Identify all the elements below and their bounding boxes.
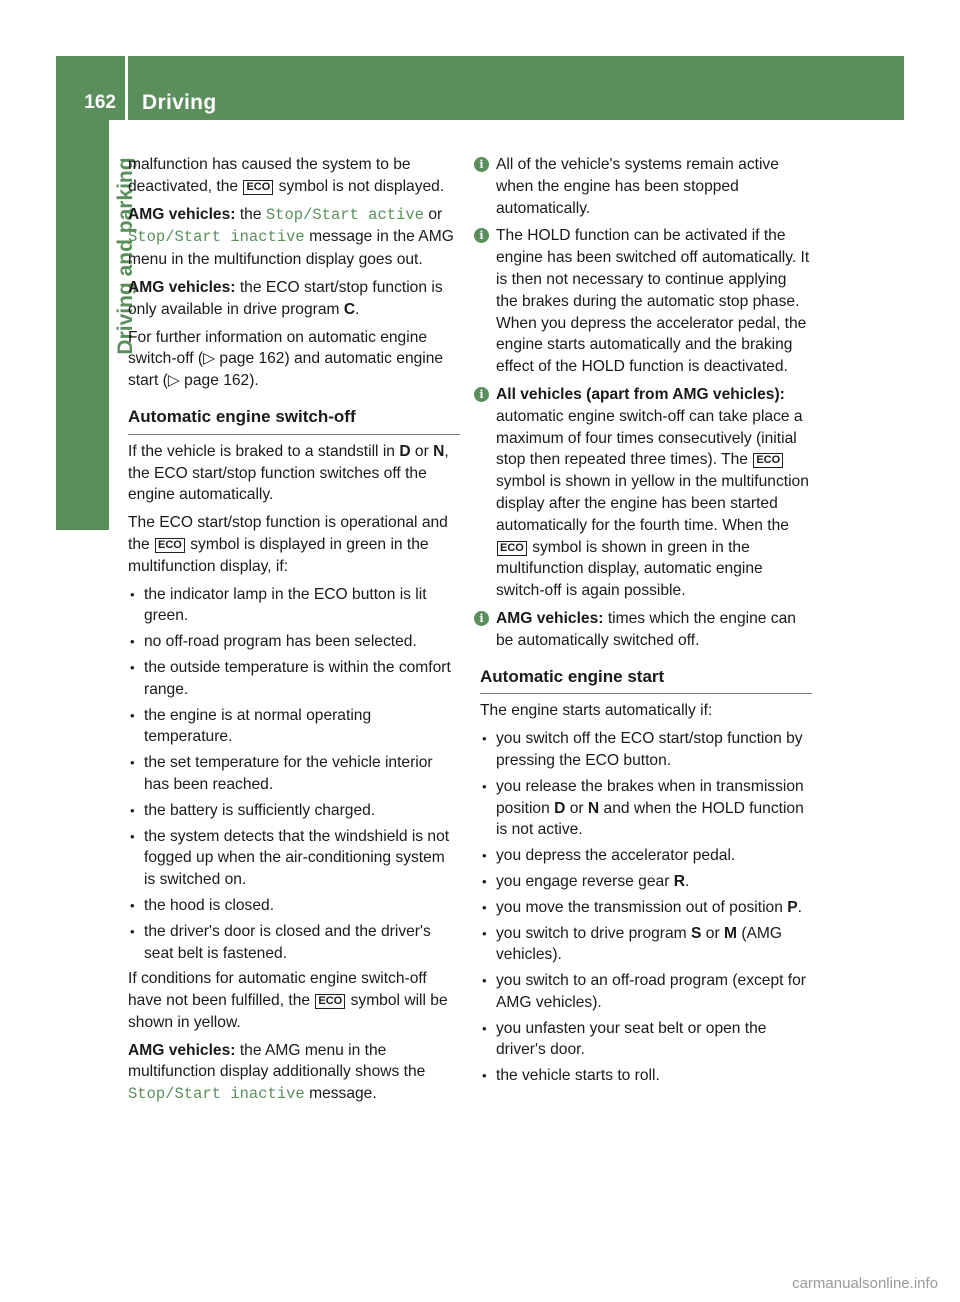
page-header (56, 56, 904, 120)
info-icon: i (474, 387, 489, 402)
right-column (480, 154, 812, 1091)
paragraph: If the vehicle is braked to a standstill in D or N, the ECO start/stop function switches off the engine automatically. (128, 442, 449, 504)
display-message: Stop/Start inactive (128, 1085, 305, 1104)
chapter-tab (56, 120, 109, 530)
list-item: • the driver's door is closed and the driver's seat belt is fastened. (128, 921, 460, 965)
list-item: • you switch off the ECO start/stop function by pressing the ECO button. (480, 728, 812, 772)
left-column (128, 154, 460, 1112)
info-note: i AMG vehicles: times which the engine can be automatically switched off. (480, 608, 812, 652)
info-icon: i (474, 228, 489, 243)
paragraph: The engine starts automatically if: (480, 702, 713, 720)
list-item: • the indicator lamp in the ECO button is lit green. (128, 584, 460, 628)
paragraph: For further information on automatic engine switch-off (▷ page 162) and automatic engine start (▷ page 162). (128, 328, 444, 390)
page-number-box (56, 56, 124, 120)
paragraph: The ECO start/stop function is operational and the ECO symbol is displayed in green in the multifunction display, if: (128, 514, 448, 575)
list-item: • you engage reverse gear R. (480, 871, 812, 893)
list-item: • you switch to an off-road program (except for AMG vehicles). (480, 970, 812, 1014)
info-note: i The HOLD function can be activated if the engine has been switched off automatically. It is then not necessary to continue applying the brakes during the automatic stop phase. When you depress the accelerator pedal, the engine starts automatically and the braking effect of the HOLD function is deactivated. (480, 225, 812, 378)
paragraph: AMG vehicles: the AMG menu in the multifunction display additionally shows the Stop/Start inactive message. (128, 1041, 426, 1104)
list-item: • the set temperature for the vehicle interior has been reached. (128, 752, 460, 796)
eco-icon: ECO (753, 453, 783, 468)
eco-icon: ECO (315, 994, 345, 1009)
paragraph: AMG vehicles: the ECO start/stop function is only available in drive program C. (128, 278, 443, 318)
section-title: Driving (142, 91, 217, 114)
list-item: • the outside temperature is within the comfort range. (128, 657, 460, 701)
eco-icon: ECO (497, 541, 527, 556)
display-message: Stop/Start inactive (128, 228, 305, 247)
list-item: • you release the brakes when in transmission position D or N and when the HOLD function is not active. (480, 776, 812, 841)
paragraph: AMG vehicles: the Stop/Start active or Stop/Start inactive message in the AMG menu in the multifunction display goes out. (128, 205, 454, 269)
info-icon: i (474, 611, 489, 626)
paragraph: malfunction has caused the system to be deactivated, the ECO symbol is not displayed. (128, 156, 445, 195)
list-item: • the hood is closed. (128, 895, 460, 917)
eco-icon: ECO (243, 180, 273, 195)
list-item: • you move the transmission out of position P. (480, 897, 812, 919)
display-message: Stop/Start active (265, 205, 424, 224)
list-item: • the engine is at normal operating temperature. (128, 705, 460, 749)
list-item: • you unfasten your seat belt or open the driver's door. (480, 1018, 812, 1062)
header-divider (125, 56, 128, 120)
info-note: i All of the vehicle's systems remain active when the engine has been stopped automatically. (480, 154, 812, 219)
list-item: • you depress the accelerator pedal. (480, 845, 812, 867)
eco-icon: ECO (155, 538, 185, 553)
list-item: • the system detects that the windshield is not fogged up when the air-conditioning system is switched on. (128, 826, 460, 891)
list-item: • you switch to drive program S or M (AMG vehicles). (480, 923, 812, 967)
list-item: • the vehicle starts to roll. (480, 1065, 812, 1087)
info-note: i All vehicles (apart from AMG vehicles): automatic engine switch-off can take place a maximum of four times consecutively (initial stop then repeated three times). The ECO symbol is shown in yellow in the multifunction display after the engine has been started automatically for the fourth time. When the ECO symbol is shown in green in the multifunction display, automatic engine switch-off is again possible. (480, 384, 812, 602)
info-icon: i (474, 157, 489, 172)
watermark: carmanualsonline.info (792, 1275, 938, 1292)
page-number: 162 (84, 92, 116, 113)
chapter-label: Driving and parking (114, 157, 137, 355)
paragraph: If conditions for automatic engine switch-off have not been fulfilled, the ECO symbol will be shown in yellow. (128, 970, 448, 1031)
section-heading: Automatic engine switch-off (128, 406, 460, 435)
list-item: • the battery is sufficiently charged. (128, 800, 460, 822)
section-heading: Automatic engine start (480, 666, 812, 695)
list-item: • no off-road program has been selected. (128, 631, 460, 653)
